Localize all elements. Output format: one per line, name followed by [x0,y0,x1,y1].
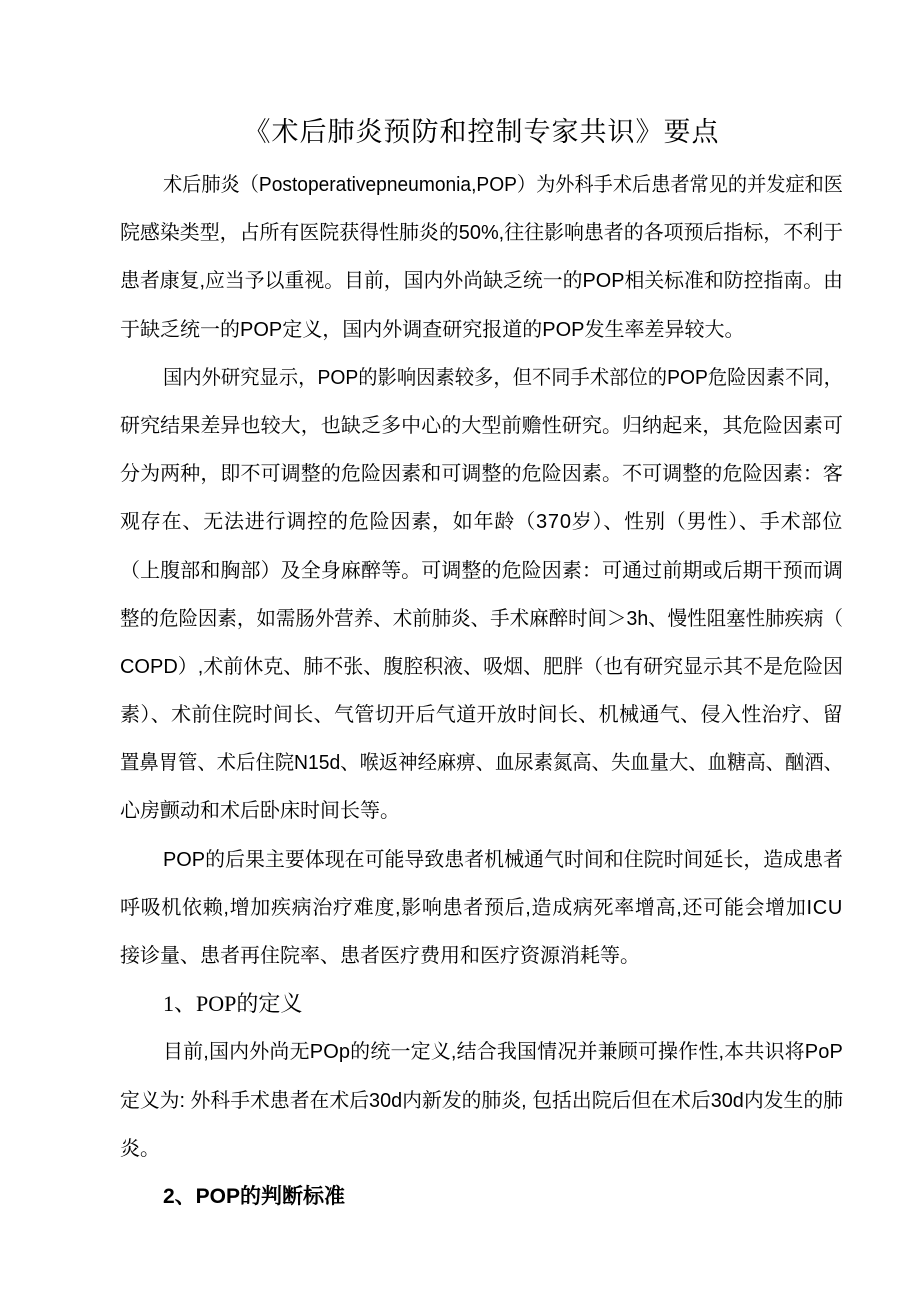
paragraph-line [120,209,843,257]
line-text: 接诊量、患者再住院率、患者医疗费用和医疗资源消耗等。 [120,945,640,967]
document-title: 《术后肺炎预防和控制专家共识》要点 [243,117,720,148]
heading-text: 1、POP的定义 [163,991,303,1017]
line-text: 心房颤动和术后卧床时间长等。 [120,800,400,823]
paragraph-line [120,643,843,691]
paragraph-line [120,354,843,402]
line-text: 炎。 [120,1137,160,1160]
paragraph-line [120,1125,843,1173]
paragraph-line [120,402,843,450]
paragraph-line [120,932,843,980]
paragraph-line [120,787,843,835]
line-text: 呼吸机依赖,增加疾病治疗难度,影响患者预后,造成病死率增高,还可能会增加ICU [120,896,843,919]
line-text: 置鼻胃管、术后住院N15d、喉返神经麻痹、血尿素氮高、失血量大、血糖高、酗酒、 [120,752,843,775]
document-body [120,161,843,1221]
paragraph-line [120,498,843,546]
paragraph-line [120,450,843,498]
line-text: 患者康复,应当予以重视。目前，国内外尚缺乏统一的POP相关标准和防控指南。由 [120,270,843,293]
paragraph-line [120,691,843,739]
paragraph-line [120,836,843,884]
line-text: 于缺乏统一的POP定义，国内外调查研究报道的POP发生率差异较大。 [120,318,745,341]
paragraph-line [120,547,843,595]
line-text: 术后肺炎（Postoperativepneumonia,POP）为外科手术后患者常见的并发症和医 [163,174,843,196]
paragraph-line [120,1028,843,1076]
section-heading-criteria [120,1173,843,1221]
paragraph-line [120,884,843,932]
paragraph-risk-factors [120,354,843,836]
line-text: 整的危险因素，如需肠外营养、术前肺炎、手术麻醉时间＞3h、慢性阻塞性肺疾病（ [120,607,843,630]
paragraph-line [120,595,843,643]
paragraph-line [120,1077,843,1125]
heading-text: 2、POP的判断标准 [163,1184,346,1208]
line-text: 研究结果差异也较大，也缺乏多中心的大型前赡性研究。归纳起来，其危险因素可 [120,414,843,437]
line-text: （上腹部和胸部）及全身麻醉等。可调整的危险因素：可通过前期或后期干预而调 [120,559,843,582]
paragraph-introduction [120,161,843,354]
section-heading-definition [120,980,843,1028]
paragraph-consequences [120,836,843,981]
line-text: 分为两种，即不可调整的危险因素和可调整的危险因素。不可调整的危险因素：客 [120,463,843,486]
line-text: 目前,国内外尚无POp的统一定义,结合我国情况并兼顾可操作性,本共识将PoP [163,1041,843,1064]
line-text: COPD）,术前休克、肺不张、腹腔积液、吸烟、肥胖（也有研究显示其不是危险因 [120,655,843,678]
paragraph-line [120,161,843,209]
line-text: 素）、术前住院时间长、气管切开后气道开放时间长、机械通气、侵入性治疗、留 [120,704,843,727]
paragraph-line [120,306,843,354]
line-text: 院感染类型，占所有医院获得性肺炎的50%,往往影响患者的各项预后指标，不利于 [120,222,843,245]
line-text: 定义为: 外科手术患者在术后30d内新发的肺炎, 包括出院后但在术后30d内发生的肺 [120,1089,843,1112]
line-text: 观存在、无法进行调控的危险因素，如年龄（370岁）、性别（男性）、手术部位 [120,511,843,534]
paragraph-line [120,739,843,787]
line-text: 国内外研究显示，POP的影响因素较多，但不同手术部位的POP危险因素不同， [163,366,843,389]
line-text: POP的后果主要体现在可能导致患者机械通气时间和住院时间延长，造成患者 [163,848,843,871]
paragraph-definition [120,1028,843,1173]
paragraph-line [120,257,843,305]
